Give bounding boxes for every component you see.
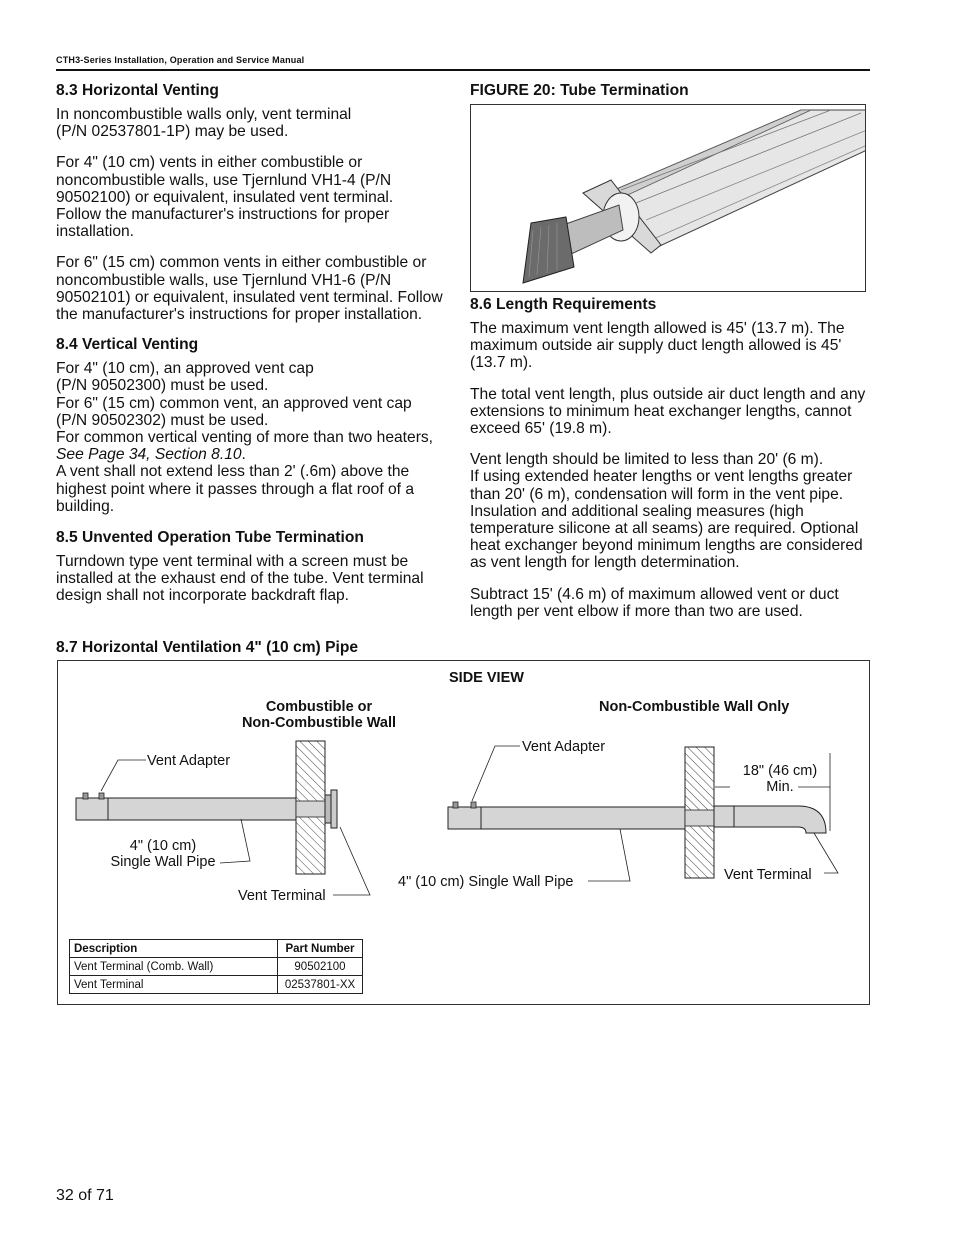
left-diagram-title: Combustible or Non-Combustible Wall <box>241 699 397 731</box>
s84-line-2: (P/N 90502300) must be used. <box>56 377 269 395</box>
header-title: CTH3-Series Installation, Operation and Service Manual <box>56 55 305 65</box>
table-cell: 90502100 <box>278 958 363 976</box>
s83-paragraph-1: In noncombustible walls only, vent terminal (P/N 02537801-1P) may be used. <box>56 106 352 141</box>
s86-p3-rest: If using extended heater lengths or vent lengths greater than 20' (6 m), condensation will form in the vent pipe. Insulation and additional sealing measures (high temperature silicone at all seams) are required. Optional heat exchanger beyond minimum lengths are considered as vent length for length determination. <box>470 468 863 572</box>
right-pipe <box>448 807 685 829</box>
section-reference: See Page 34, Section 8.10 <box>56 446 242 464</box>
section-8-3-heading: 8.3 Horizontal Venting <box>56 82 219 99</box>
s84-line-3: For 6" (15 cm) common vent, an approved vent cap <box>56 394 412 412</box>
header-rule <box>56 69 870 71</box>
table-row <box>70 958 363 976</box>
side-view-label: SIDE VIEW <box>449 670 524 686</box>
manual-header <box>56 55 304 65</box>
section-8-7-heading: 8.7 Horizontal Ventilation 4" (10 cm) Pipe <box>56 639 359 656</box>
side-view-diagram <box>57 660 870 1005</box>
s86-paragraph-3 <box>470 451 870 571</box>
s84-line-6: See Page 34, Section 8.10. <box>56 446 246 464</box>
vent-adapter-label-right: Vent Adapter <box>522 739 606 755</box>
s84-line-4: (P/N 90502302) must be used. <box>56 411 269 429</box>
left-vent-terminal <box>325 795 331 823</box>
s83-paragraph-2: For 4" (10 cm) vents in either combustible or noncombustible walls, use Tjernlund VH1-4 (P/N 90502100) or equivalent, insulated vent terminal. Follow the manufacturer's instructions for proper installation. <box>56 154 394 241</box>
vent-terminal-label-left: Vent Terminal <box>238 888 326 904</box>
table-cell: Vent Terminal (Comb. Wall) <box>70 958 278 976</box>
vent-terminal-label-right: Vent Terminal <box>724 867 812 883</box>
single-wall-pipe-label-right: 4" (10 cm) Single Wall Pipe <box>398 874 574 890</box>
s86-paragraph-4: Subtract 15' (4.6 m) of maximum allowed vent or duct length per vent elbow if more than two are used. <box>470 585 839 620</box>
right-column-body <box>470 296 870 620</box>
parts-table <box>69 939 363 994</box>
parts-table-header <box>70 940 363 958</box>
s84-line-5: For common vertical venting of more than two heaters, <box>56 429 434 447</box>
s84-line-7: A vent shall not extend less than 2' (.6m) above the highest point where it passes through a flat roof of a building. <box>56 463 415 515</box>
vent-adapter-label-left: Vent Adapter <box>147 753 231 769</box>
right-vent-terminal <box>714 806 826 833</box>
right-diagram-title: Non-Combustible Wall Only <box>599 699 790 715</box>
figure-20-image <box>470 104 866 292</box>
s84-line-1: For 4" (10 cm), an approved vent cap <box>56 360 314 378</box>
col-part-number: Part Number <box>278 940 363 958</box>
figure-20-title: FIGURE 20: Tube Termination <box>470 82 689 99</box>
section-8-5-heading: 8.5 Unvented Operation Tube Termination <box>56 529 364 547</box>
single-wall-pipe-label-left: 4" (10 cm) Single Wall Pipe <box>110 838 216 870</box>
s84-body <box>56 360 456 515</box>
table-cell: 02537801-XX <box>278 976 363 994</box>
col-description: Description <box>70 940 278 958</box>
min-distance-label: 18" (46 cm) Min. <box>742 763 818 795</box>
page-number: 32 of 71 <box>56 1187 114 1204</box>
s83-paragraph-3: For 6" (15 cm) common vents in either combustible or noncombustible walls, use Tjernlund VH1-6 (P/N 90502101) or equivalent, insulated vent terminal. Follow the manufacturer's instructions for proper installation. <box>56 254 443 324</box>
s86-p3-line-1: Vent length should be limited to less than 20' (6 m). <box>470 451 824 469</box>
right-column-top <box>470 82 870 99</box>
s85-paragraph-1: Turndown type vent terminal with a screen must be installed at the exhaust end of the tube. Vent terminal design shall not incorporate backdraft flap. <box>56 553 424 605</box>
section-8-6-heading: 8.6 Length Requirements <box>470 296 657 313</box>
s86-paragraph-1: The maximum vent length allowed is 45' (13.7 m). The maximum outside air supply duct length allowed is 45' (13.7 m). <box>470 320 845 372</box>
table-cell: Vent Terminal <box>70 976 278 994</box>
s86-paragraph-2: The total vent length, plus outside air duct length and any extensions to minimum heat exchanger lengths, cannot exceed 65' (19.8 m). <box>470 385 866 438</box>
table-row <box>70 976 363 994</box>
left-column <box>56 82 456 605</box>
tube-termination-illustration <box>471 105 866 292</box>
section-8-7-title <box>56 639 358 656</box>
left-pipe <box>76 798 296 820</box>
section-8-4-heading: 8.4 Vertical Venting <box>56 336 199 354</box>
